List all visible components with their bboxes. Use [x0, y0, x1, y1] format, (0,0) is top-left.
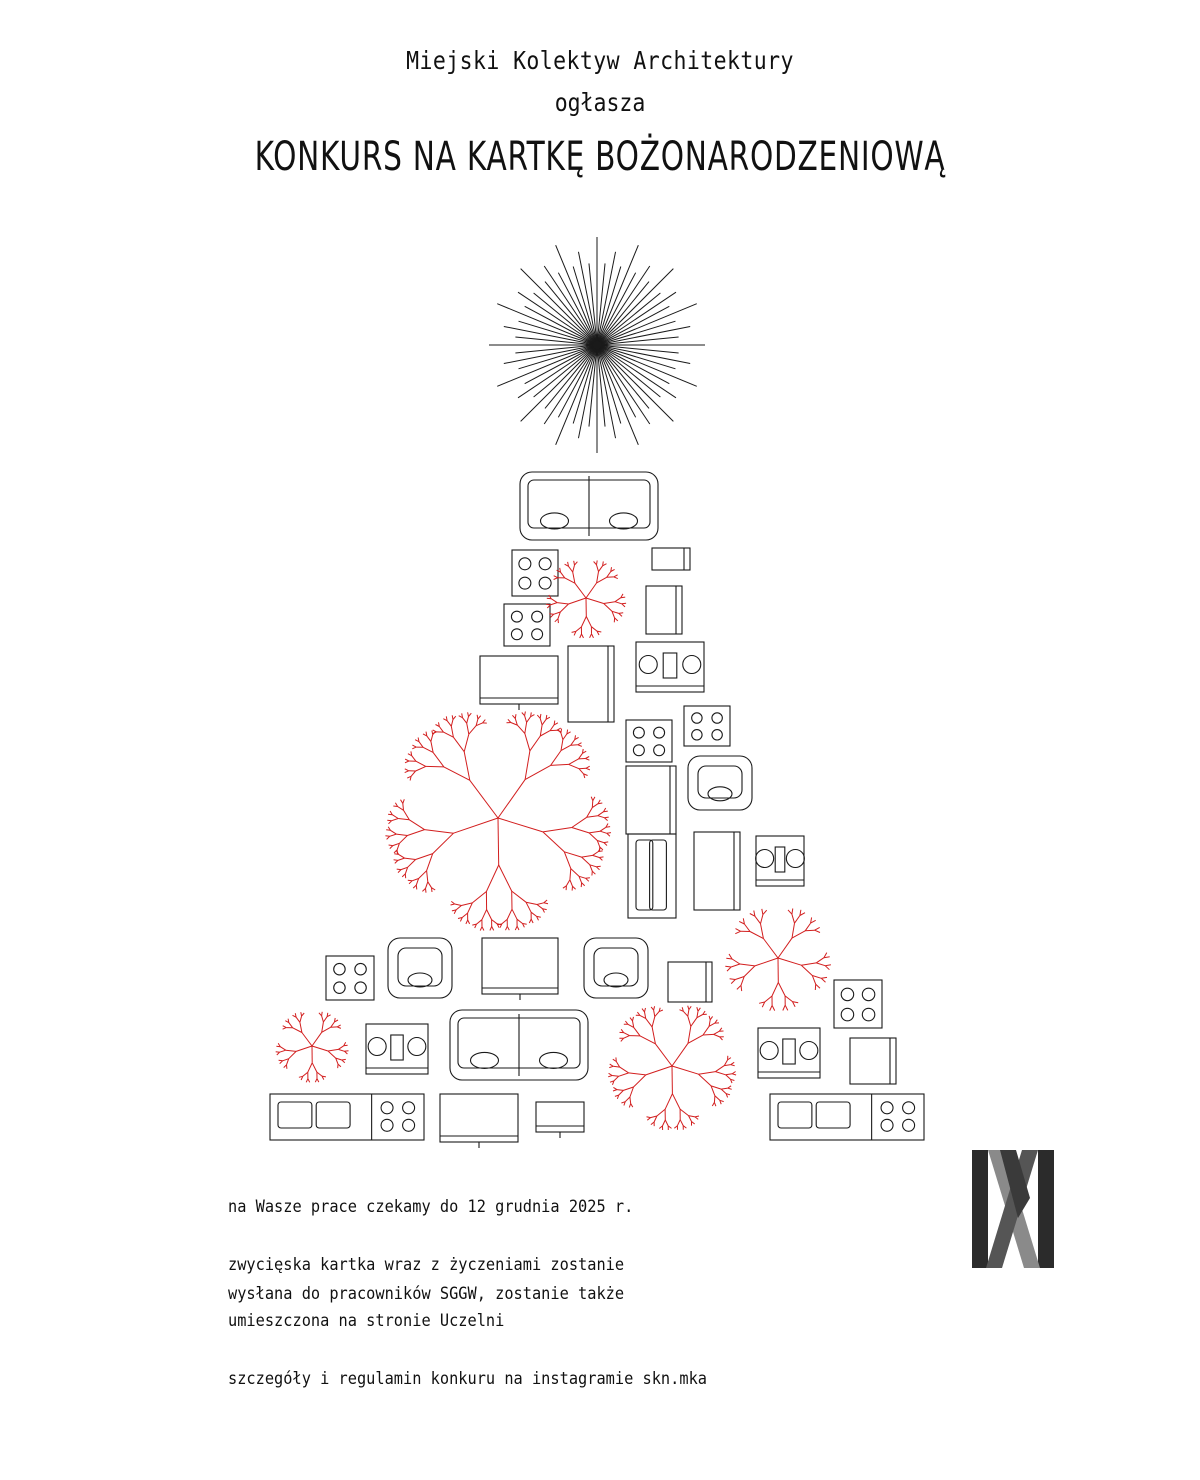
organization-name: Miejski Kolektyw Architektury: [406, 46, 794, 75]
sofa-icon: [520, 472, 658, 540]
sofa-icon: [450, 1010, 588, 1080]
sink-icon: [628, 834, 676, 918]
tree-icon: [725, 909, 831, 1011]
cabinet-icon: [850, 1038, 896, 1084]
range-cooker-icon: [636, 642, 704, 692]
cabinet-icon: [646, 586, 682, 634]
armchair-icon: [688, 756, 752, 810]
range-cooker-icon: [366, 1024, 428, 1074]
range-cooker-icon: [758, 1028, 820, 1078]
deadline-text: na Wasze prace czekamy do 12 grudnia 2025 r.: [228, 1197, 634, 1217]
star-icon: [489, 237, 705, 453]
announces-text: ogłasza: [554, 88, 646, 117]
stove-icon: [512, 550, 558, 596]
tree-icon: [608, 1006, 736, 1130]
stove-icon: [326, 956, 374, 1000]
page-title: KONKURS NA KARTKĘ BOŻONARODZENIOWĄ: [254, 134, 946, 180]
range-cooker-icon: [756, 836, 805, 886]
cabinet-icon: [694, 832, 740, 910]
tree-icon: [276, 1012, 349, 1083]
details-text: szczegóły i regulamin konkuru na instagramie skn.mka: [228, 1369, 707, 1389]
tv-icon: [480, 656, 558, 710]
winner-text-line-2: wysłana do pracowników SGGW, zostanie także: [228, 1284, 625, 1304]
stove-icon: [834, 980, 882, 1028]
stove-icon: [684, 706, 730, 746]
cabinet-icon: [568, 646, 614, 722]
cabinet-icon: [626, 766, 676, 834]
cabinet-icon: [668, 962, 712, 1002]
armchair-icon: [584, 938, 648, 998]
tree-icon: [385, 712, 611, 931]
stove-icon: [504, 604, 550, 646]
mka-logo: [970, 1148, 1056, 1270]
tv-icon: [536, 1102, 584, 1138]
kitchen-counter-icon: [770, 1094, 924, 1140]
tv-icon: [440, 1094, 518, 1148]
armchair-icon: [388, 938, 452, 998]
cabinet-icon: [652, 548, 690, 570]
winner-text-line-1: zwycięska kartka wraz z życzeniami zostanie: [228, 1255, 625, 1275]
tv-icon: [482, 938, 558, 1000]
kitchen-counter-icon: [270, 1094, 424, 1140]
stove-icon: [626, 720, 672, 762]
winner-text-line-3: umieszczona na stronie Uczelni: [228, 1311, 505, 1331]
